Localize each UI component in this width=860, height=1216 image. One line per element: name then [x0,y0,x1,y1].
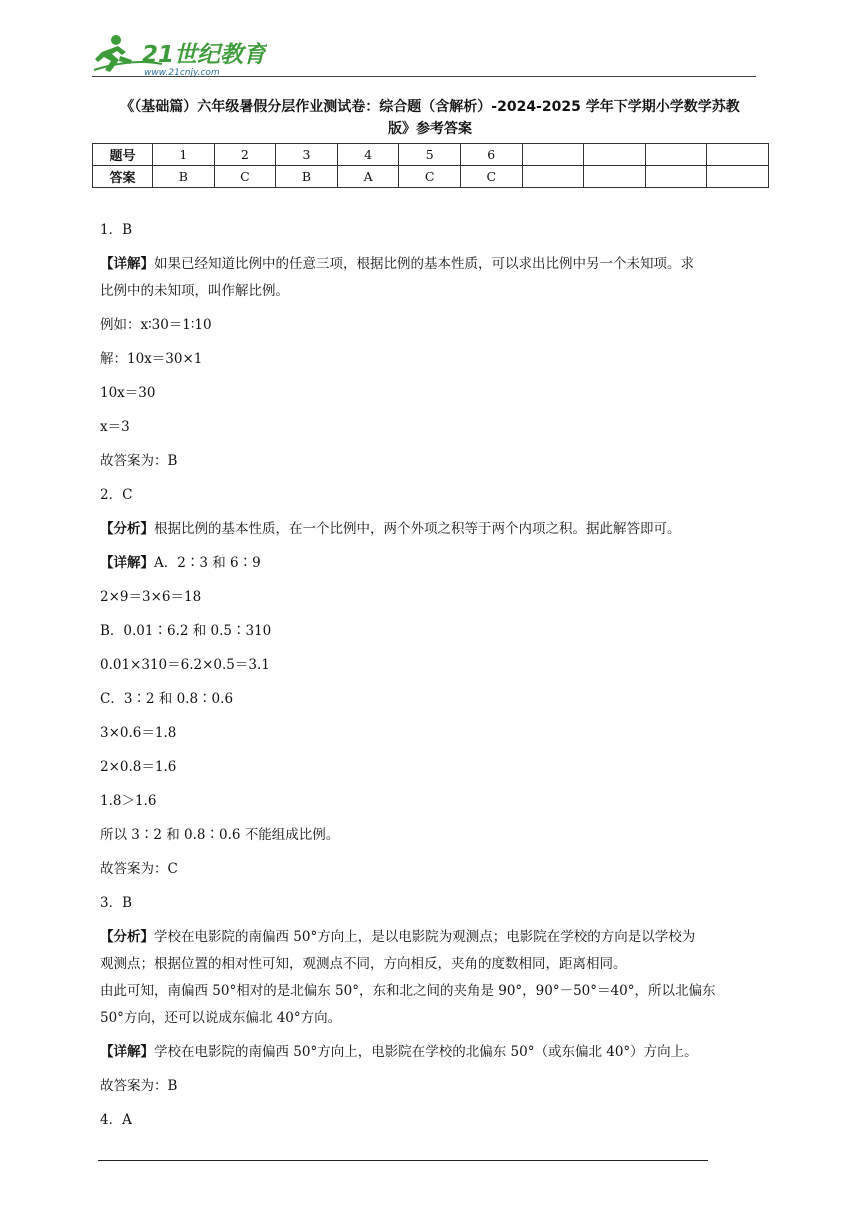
logo-text: 21世纪教育 [142,42,267,68]
line-text: A．2∶3 和 6∶9 [154,555,261,571]
solution-line [100,1109,760,1131]
header-divider [92,76,756,77]
section-tag: 【分析】 [100,929,154,945]
question-number-cell: 3 [276,144,338,166]
solution-line [100,348,760,370]
line-text: 学校在电影院的南偏西 50°方向上，电影院在学校的北偏东 50°（或东偏北 40°）方向上。 [154,1044,698,1060]
footer-divider [98,1160,708,1161]
solution-line [100,552,760,574]
line-text: B．0.01∶6.2 和 0.5∶310 [100,623,272,639]
answer-cell: C [214,166,276,188]
answer-cell: C [460,166,522,188]
section-tag: 【分析】 [100,521,154,537]
solution-line [100,953,760,975]
title-line-2: 版》参考答案 [388,121,472,137]
line-text: 1.8＞1.6 [100,793,157,809]
line-text: x＝3 [100,419,130,435]
solution-line [100,1041,760,1063]
solution-line [100,756,760,778]
site-logo [92,30,267,78]
line-text: C．3∶2 和 0.8∶0.6 [100,691,234,707]
question-number-cell: 6 [460,144,522,166]
line-text: 解：10x＝30×1 [100,351,203,367]
logo-graphic [92,30,267,78]
solution-line [100,382,760,404]
solution-line [100,219,760,241]
answer-cell: B [153,166,215,188]
line-text: 观测点；根据位置的相对性可知，观测点不同，方向相反，夹角的度数相同，距离相同。 [100,956,627,972]
solution-line [100,620,760,642]
answer-table [92,143,769,188]
line-text: 3×0.6＝1.8 [100,725,177,741]
logo-url-text: www.21cnjy.com [144,68,220,78]
runner-icon [95,35,132,72]
question-number-cell: 1 [153,144,215,166]
line-text: 50°方向，还可以说成东偏北 40°方向。 [100,1010,342,1026]
answer-cell [584,166,646,188]
question-number-cell [645,144,707,166]
question-number-cell [522,144,584,166]
answer-cell [707,166,769,188]
line-text: 所以 3∶2 和 0.8∶0.6 不能组成比例。 [100,827,340,843]
answer-cell: A [337,166,399,188]
section-tag: 【详解】 [100,256,154,272]
solution-line [100,980,760,1002]
line-text: 1．B [100,222,133,238]
solution-line [100,314,760,336]
line-text: 比例中的未知项，叫作解比例。 [100,283,289,299]
solution-line [100,926,760,948]
answer-cell [522,166,584,188]
row-label-question: 题号 [93,144,153,166]
row-label-answer: 答案 [93,166,153,188]
solution-line [100,892,760,914]
line-text: 10x＝30 [100,385,156,401]
line-text: 故答案为：B [100,453,178,469]
answer-cell: B [276,166,338,188]
solution-line [100,518,760,540]
solution-line [100,253,760,275]
solution-line [100,1007,760,1029]
section-tag: 【详解】 [100,555,154,571]
line-text: 4．A [100,1112,132,1128]
solution-content [100,219,760,1143]
line-text: 学校在电影院的南偏西 50°方向上，是以电影院为观测点；电影院在学校的方向是以学校为 [154,929,696,945]
question-number-cell: 2 [214,144,276,166]
line-text: 故答案为：B [100,1078,178,1094]
answer-cell: C [399,166,461,188]
line-text: 2×9＝3×6＝18 [100,589,202,605]
solution-line [100,858,760,880]
line-text: 根据比例的基本性质，在一个比例中，两个外项之积等于两个内项之积。据此解答即可。 [154,521,681,537]
question-number-row [93,144,769,166]
question-number-cell [707,144,769,166]
question-number-cell: 4 [337,144,399,166]
line-text: 0.01×310＝6.2×0.5＝3.1 [100,657,270,673]
document-title [92,96,768,140]
line-text: 3．B [100,895,133,911]
question-number-cell: 5 [399,144,461,166]
solution-line [100,280,760,302]
line-text: 如果已经知道比例中的任意三项，根据比例的基本性质，可以求出比例中另一个未知项。求 [154,256,694,272]
answer-cell [645,166,707,188]
solution-line [100,824,760,846]
answer-row [93,166,769,188]
solution-line [100,484,760,506]
line-text: 由此可知，南偏西 50°相对的是北偏东 50°，东和北之间的夹角是 90°，90°－50°＝40°，所以北偏东 [100,983,716,999]
solution-line [100,586,760,608]
title-line-1: 《（基础篇）六年级暑假分层作业测试卷：综合题（含解析）-2024-2025 学年下学期小学数学苏教 [120,99,740,115]
line-text: 例如：x∶30＝1∶10 [100,317,212,333]
line-text: 2×0.8＝1.6 [100,759,177,775]
solution-line [100,416,760,438]
question-number-cell [584,144,646,166]
solution-line [100,1075,760,1097]
line-text: 故答案为：C [100,861,178,877]
section-tag: 【详解】 [100,1044,154,1060]
solution-line [100,722,760,744]
solution-line [100,688,760,710]
solution-line [100,654,760,676]
line-text: 2．C [100,487,133,503]
solution-line [100,790,760,812]
solution-line [100,450,760,472]
